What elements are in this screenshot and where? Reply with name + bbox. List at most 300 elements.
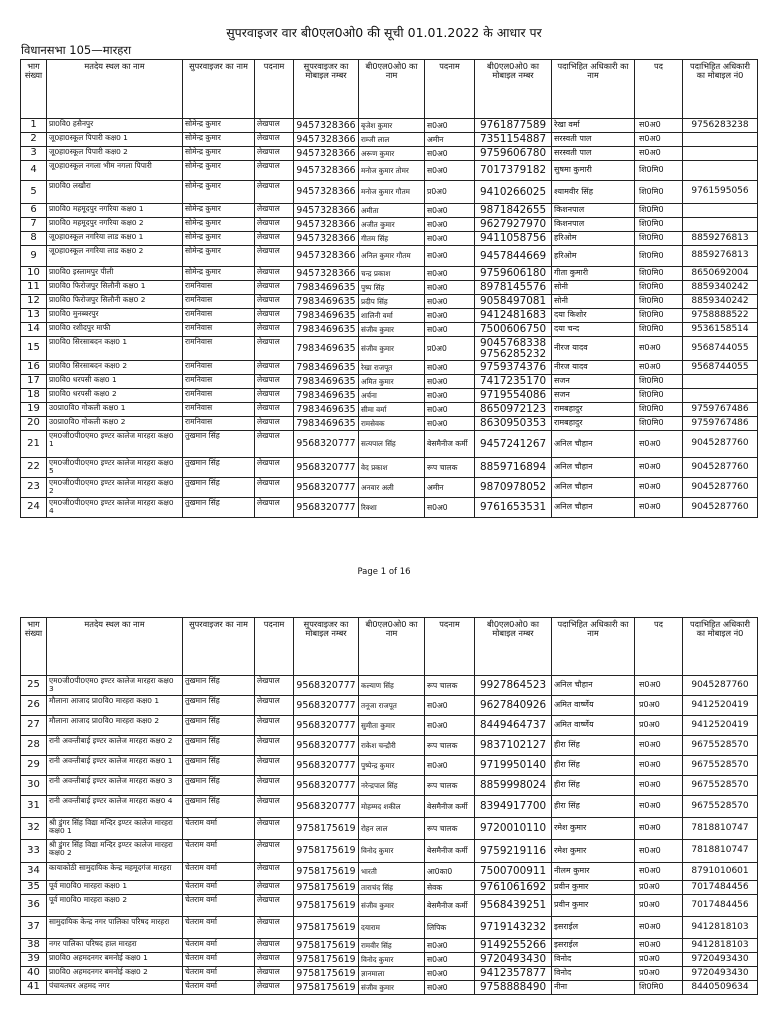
part-number-cell: 22: [21, 458, 47, 478]
supervisor-name-cell: तुखमान सिंह: [183, 756, 255, 776]
table-row: [21, 119, 758, 133]
blo-designation-cell: बेसमैनीज कर्मी: [425, 796, 475, 818]
polling-station-cell: उ0प्रा0वि0 गोकली कक्ष0 2: [47, 417, 183, 431]
supervisor-mobile-cell: 9568320777: [294, 716, 359, 736]
supervisor-post-cell: लेखपाल: [255, 953, 294, 967]
supervisor-post-cell: लेखपाल: [255, 375, 294, 389]
supervisor-post-cell: लेखपाल: [255, 417, 294, 431]
supervisor-name-cell: सोमेन्द्र कुमार: [183, 218, 255, 232]
blo-designation-cell: स0अ0: [425, 939, 475, 953]
blo-name-cell: रोहन लाल: [359, 818, 425, 840]
officer-post-cell: शि0मि0: [635, 403, 683, 417]
polling-station-cell: जू0हा0स्कूल नगरिया लाड कक्ष0 1: [47, 232, 183, 246]
blo-mobile-cell: 9457241267: [475, 431, 552, 458]
officer-mobile-cell: 9675528570: [683, 756, 758, 776]
officer-name-cell: इसराईल: [552, 939, 635, 953]
blo-mobile-cell: 9457844669: [475, 246, 552, 267]
officer-mobile-cell: 9045287760: [683, 498, 758, 518]
blo-mobile-cell: 9761877589: [475, 119, 552, 133]
blo-designation-cell: स0अ0: [425, 417, 475, 431]
part-number-cell: 41: [21, 981, 47, 995]
officer-mobile-cell: [683, 389, 758, 403]
supervisor-post-cell: लेखपाल: [255, 981, 294, 995]
column-header-officer-name: पदाभिहित अधिकारी का नाम: [552, 60, 635, 119]
officer-post-cell: प्र0अ0: [635, 895, 683, 917]
table-row: [21, 840, 758, 863]
blo-name-cell: पुष्पेन्द्र कुमार: [359, 756, 425, 776]
column-header-supervisor-post: पदनाम: [255, 618, 294, 676]
supervisor-mobile-cell: 9758175619: [294, 939, 359, 953]
officer-post-cell: शि0मि0: [635, 181, 683, 204]
polling-station-cell: श्री डुंगर सिंह विद्या मन्दिर इण्टर कालेज मारहरा कक्ष0 2: [47, 840, 183, 863]
officer-name-cell: अनिल चौहान: [552, 458, 635, 478]
blo-mobile-cell: 9719950140: [475, 756, 552, 776]
blo-name-cell: भारती: [359, 863, 425, 881]
column-header-supervisor-mobile: सुपरवाइजर का मोबाइल नम्बर: [294, 60, 359, 119]
blo-mobile-cell: 9058497081: [475, 295, 552, 309]
blo-designation-cell: स0अ0: [425, 403, 475, 417]
supervisor-name-cell: तुखमान सिंह: [183, 776, 255, 796]
polling-station-cell: प्रा0वि0 लखौरा: [47, 181, 183, 204]
blo-name-cell: गीतम सिंह: [359, 232, 425, 246]
part-number-cell: 26: [21, 696, 47, 716]
column-header-officer-name: पदाभिहित अधिकारी का नाम: [552, 618, 635, 676]
officer-post-cell: स0अ0: [635, 478, 683, 498]
supervisor-mobile-cell: 9457328366: [294, 147, 359, 161]
polling-station-cell: रानी अवन्तीबाई इण्टर कालेज मारहरा कक्ष0 4: [47, 796, 183, 818]
blo-mobile-cell: 9720010110: [475, 818, 552, 840]
table-row: [21, 818, 758, 840]
officer-post-cell: स0अ0: [635, 498, 683, 518]
part-number-cell: 35: [21, 881, 47, 895]
supervisor-mobile-cell: 9457328366: [294, 232, 359, 246]
polling-station-cell: प्रा0वि0 हसैनपुर: [47, 119, 183, 133]
officer-name-cell: रमेश कुमार: [552, 818, 635, 840]
part-number-cell: 10: [21, 267, 47, 281]
table-row: [21, 676, 758, 696]
supervisor-name-cell: तुखमान सिंह: [183, 796, 255, 818]
blo-designation-cell: स0अ0: [425, 361, 475, 375]
officer-name-cell: विनोद: [552, 967, 635, 981]
polling-station-cell: जू0हा0स्कूल पिपारी कक्ष0 1: [47, 133, 183, 147]
officer-name-cell: नीरज यादव: [552, 337, 635, 361]
part-number-cell: 2: [21, 133, 47, 147]
officer-mobile-cell: [683, 133, 758, 147]
blo-name-cell: विनोद कुमार: [359, 953, 425, 967]
blo-mobile-cell: 9759606180: [475, 267, 552, 281]
blo-name-cell: प्रदीप सिंह: [359, 295, 425, 309]
officer-name-cell: हीरा सिंह: [552, 776, 635, 796]
officer-name-cell: सरस्वती पाल: [552, 147, 635, 161]
blo-designation-cell: स0अ0: [425, 498, 475, 518]
officer-post-cell: शि0मि0: [635, 417, 683, 431]
officer-name-cell: अनिल चौहान: [552, 478, 635, 498]
officer-post-cell: स0अ0: [635, 361, 683, 375]
supervisor-name-cell: चेतराम वर्मा: [183, 981, 255, 995]
blo-name-cell: वेद प्रकाश: [359, 458, 425, 478]
supervisor-name-cell: चेतराम वर्मा: [183, 917, 255, 939]
supervisor-mobile-cell: 7983469635: [294, 389, 359, 403]
officer-mobile-cell: 9759767486: [683, 403, 758, 417]
table-row: [21, 246, 758, 267]
supervisor-name-cell: तुखमान सिंह: [183, 716, 255, 736]
officer-post-cell: स0अ0: [635, 818, 683, 840]
officer-mobile-cell: 9756283238: [683, 119, 758, 133]
blo-mobile-cell: 8394917700: [475, 796, 552, 818]
blo-designation-cell: स0अ0: [425, 119, 475, 133]
blo-mobile-cell: 9761653531: [475, 498, 552, 518]
table-page-1: [20, 59, 757, 518]
supervisor-name-cell: तुखमान सिंह: [183, 458, 255, 478]
blo-designation-cell: स0अ0: [425, 323, 475, 337]
officer-post-cell: प्र0अ0: [635, 953, 683, 967]
blo-name-cell: नरेन्द्रपाल सिंह: [359, 776, 425, 796]
part-number-cell: 6: [21, 204, 47, 218]
table-row: [21, 147, 758, 161]
table-row: [21, 204, 758, 218]
page-footer: Page 1 of 16: [357, 567, 411, 577]
polling-station-cell: रानी अवन्तीबाई इण्टर कालेज मारहरा कक्ष0 2: [47, 736, 183, 756]
column-header-officer-mobile: पदाभिहित अधिकारी का मोबाइल नं0: [683, 60, 758, 119]
part-number-cell: 15: [21, 337, 47, 361]
blo-mobile-cell: 9871842655: [475, 204, 552, 218]
officer-mobile-cell: 9675528570: [683, 776, 758, 796]
blo-designation-cell: रूप चालक: [425, 776, 475, 796]
supervisor-post-cell: लेखपाल: [255, 863, 294, 881]
supervisor-mobile-cell: 9568320777: [294, 736, 359, 756]
supervisor-mobile-cell: 9758175619: [294, 967, 359, 981]
blo-name-cell: संजीव कुमार: [359, 981, 425, 995]
part-number-cell: 3: [21, 147, 47, 161]
polling-station-cell: प्रा0वि0 धरपसी कक्ष0 2: [47, 389, 183, 403]
part-number-cell: 20: [21, 417, 47, 431]
supervisor-mobile-cell: 9457328366: [294, 161, 359, 181]
officer-mobile-cell: 9675528570: [683, 796, 758, 818]
blo-name-cell: विनोद कुमार: [359, 840, 425, 863]
supervisor-post-cell: लेखपाल: [255, 716, 294, 736]
column-header-supervisor-mobile: सुपरवाइजर का मोबाइल नम्बर: [294, 618, 359, 676]
supervisor-mobile-cell: 9568320777: [294, 676, 359, 696]
blo-mobile-cell: 8449464737: [475, 716, 552, 736]
table-row: [21, 267, 758, 281]
supervisor-name-cell: चेतराम वर्मा: [183, 895, 255, 917]
blo-name-cell: मोहम्मद शकील: [359, 796, 425, 818]
polling-station-cell: प्रा0वि0 अहमदनगर बमनोई कक्ष0 1: [47, 953, 183, 967]
officer-name-cell: अमित वार्ष्णेय: [552, 696, 635, 716]
table-row: [21, 403, 758, 417]
polling-station-cell: जू0हा0स्कूल नगरिया लाड कक्ष0 2: [47, 246, 183, 267]
part-number-cell: 31: [21, 796, 47, 818]
part-number-cell: 17: [21, 375, 47, 389]
supervisor-mobile-cell: 9758175619: [294, 881, 359, 895]
officer-name-cell: रामबहादुर: [552, 403, 635, 417]
officer-mobile-cell: 9720493430: [683, 953, 758, 967]
blo-mobile-cell: 7500606750: [475, 323, 552, 337]
polling-station-cell: नगर पालिका परिषद हाल मारहरा: [47, 939, 183, 953]
officer-post-cell: स0अ0: [635, 776, 683, 796]
supervisor-name-cell: चेतराम वर्मा: [183, 881, 255, 895]
polling-station-cell: एम0जी0पी0एम0 इण्टर कालेज मारहरा कक्ष0 5: [47, 458, 183, 478]
column-header-blo-name: बी0एल0ओ0 का नाम: [359, 618, 425, 676]
officer-mobile-cell: 7017484456: [683, 895, 758, 917]
officer-mobile-cell: [683, 375, 758, 389]
supervisor-mobile-cell: 9758175619: [294, 863, 359, 881]
blo-name-cell: ताराचंद सिंह: [359, 881, 425, 895]
officer-name-cell: अनिल चौहान: [552, 676, 635, 696]
blo-designation-cell: स0अ0: [425, 295, 475, 309]
supervisor-name-cell: सोमेन्द्र कुमार: [183, 161, 255, 181]
blo-mobile-cell: 9149255266: [475, 939, 552, 953]
officer-name-cell: रमेश कुमार: [552, 840, 635, 863]
officer-mobile-cell: 9412520419: [683, 716, 758, 736]
blo-name-cell: अनिल कुमार गौतम: [359, 246, 425, 267]
blo-mobile-cell: 9870978052: [475, 478, 552, 498]
assembly-subtitle: विधानसभा 105—मारहरा: [21, 43, 132, 57]
blo-mobile-cell: 9720493430: [475, 953, 552, 967]
blo-name-cell: अमीता: [359, 204, 425, 218]
table-header-row: [21, 60, 758, 119]
blo-designation-cell: स0अ0: [425, 147, 475, 161]
column-header-polling-station: मतदेय स्थल का नाम: [47, 618, 183, 676]
blo-name-cell: अमित कुमार: [359, 375, 425, 389]
supervisor-mobile-cell: 9568320777: [294, 478, 359, 498]
supervisor-post-cell: लेखपाल: [255, 895, 294, 917]
supervisor-name-cell: तुखमान सिंह: [183, 676, 255, 696]
supervisor-post-cell: लेखपाल: [255, 133, 294, 147]
part-number-cell: 11: [21, 281, 47, 295]
blo-name-cell: रामवीर सिंह: [359, 939, 425, 953]
blo-table: [20, 617, 758, 995]
part-number-cell: 32: [21, 818, 47, 840]
officer-name-cell: नीलम कुमार: [552, 863, 635, 881]
part-number-cell: 12: [21, 295, 47, 309]
column-header-officer-post: पद: [635, 60, 683, 119]
officer-mobile-cell: 8859340242: [683, 295, 758, 309]
supervisor-post-cell: लेखपाल: [255, 776, 294, 796]
supervisor-post-cell: लेखपाल: [255, 967, 294, 981]
officer-name-cell: श्यामवीर सिंह: [552, 181, 635, 204]
officer-post-cell: स0अ0: [635, 133, 683, 147]
supervisor-post-cell: लेखपाल: [255, 458, 294, 478]
officer-name-cell: अनिल चौहान: [552, 431, 635, 458]
officer-post-cell: प्र0अ0: [635, 881, 683, 895]
supervisor-name-cell: चेतराम वर्मा: [183, 967, 255, 981]
polling-station-cell: एम0जी0पी0एम0 इण्टर कालेज मारहरा कक्ष0 1: [47, 431, 183, 458]
blo-mobile-cell: 9761061692: [475, 881, 552, 895]
officer-mobile-cell: 8859340242: [683, 281, 758, 295]
part-number-cell: 19: [21, 403, 47, 417]
blo-name-cell: बृजेश कुमार: [359, 119, 425, 133]
blo-name-cell: सीमा वर्मा: [359, 403, 425, 417]
part-number-cell: 30: [21, 776, 47, 796]
column-header-blo-name: बी0एल0ओ0 का नाम: [359, 60, 425, 119]
table-row: [21, 756, 758, 776]
column-header-supervisor-post: पदनाम: [255, 60, 294, 119]
blo-designation-cell: स0अ0: [425, 267, 475, 281]
column-header-supervisor-name: सुपरवाइजर का नाम: [183, 60, 255, 119]
blo-mobile-cell: 8859716894: [475, 458, 552, 478]
supervisor-post-cell: लेखपाल: [255, 119, 294, 133]
blo-designation-cell: स0अ0: [425, 161, 475, 181]
table-row: [21, 389, 758, 403]
supervisor-mobile-cell: 9568320777: [294, 431, 359, 458]
polling-station-cell: एम0जी0पी0एम0 इण्टर कालेज मारहरा कक्ष0 3: [47, 676, 183, 696]
blo-designation-cell: प्र0अ0: [425, 337, 475, 361]
blo-designation-cell: रूप चालक: [425, 736, 475, 756]
blo-name-cell: सत्यपाल सिंह: [359, 431, 425, 458]
blo-name-cell: अरूण कुमार: [359, 147, 425, 161]
officer-name-cell: सजन: [552, 375, 635, 389]
blo-designation-cell: स0अ0: [425, 696, 475, 716]
supervisor-name-cell: चेतराम वर्मा: [183, 863, 255, 881]
officer-mobile-cell: 9412818103: [683, 917, 758, 939]
part-number-cell: 37: [21, 917, 47, 939]
officer-post-cell: स0अ0: [635, 119, 683, 133]
blo-designation-cell: आ0का0: [425, 863, 475, 881]
blo-designation-cell: स0अ0: [425, 981, 475, 995]
officer-mobile-cell: 9412520419: [683, 696, 758, 716]
officer-post-cell: शि0मि0: [635, 204, 683, 218]
blo-designation-cell: स0अ0: [425, 246, 475, 267]
part-number-cell: 9: [21, 246, 47, 267]
supervisor-name-cell: तुखमान सिंह: [183, 696, 255, 716]
supervisor-mobile-cell: 9457328366: [294, 181, 359, 204]
officer-mobile-cell: 9568744055: [683, 337, 758, 361]
officer-mobile-cell: 9045287760: [683, 431, 758, 458]
blo-designation-cell: स0अ0: [425, 232, 475, 246]
table-row: [21, 309, 758, 323]
part-number-cell: 27: [21, 716, 47, 736]
officer-post-cell: प्र0अ0: [635, 696, 683, 716]
officer-name-cell: सोनी: [552, 281, 635, 295]
supervisor-name-cell: रामनिवास: [183, 375, 255, 389]
document-title: सुपरवाइजर वार बी0एल0ओ0 की सूची 01.01.2022 के आधार पर: [226, 25, 542, 40]
supervisor-post-cell: लेखपाल: [255, 181, 294, 204]
table-row: [21, 696, 758, 716]
table-row: [21, 281, 758, 295]
blo-designation-cell: लिपिक: [425, 917, 475, 939]
officer-name-cell: गीता कुमारी: [552, 267, 635, 281]
polling-station-cell: प्रा0वि0 अहमदनगर बमनोई कक्ष0 2: [47, 967, 183, 981]
blo-designation-cell: बेसमैनीज कर्मी: [425, 895, 475, 917]
officer-post-cell: स0अ0: [635, 939, 683, 953]
supervisor-post-cell: लेखपाल: [255, 295, 294, 309]
supervisor-mobile-cell: 9568320777: [294, 458, 359, 478]
polling-station-cell: श्री डुंगर सिंह विद्या मन्दिर इण्टर कालेज मारहरा कक्ष0 1: [47, 818, 183, 840]
officer-name-cell: इसराईल: [552, 917, 635, 939]
supervisor-mobile-cell: 9568320777: [294, 498, 359, 518]
blo-mobile-cell: 7351154887: [475, 133, 552, 147]
table-row: [21, 939, 758, 953]
supervisor-mobile-cell: 9568320777: [294, 796, 359, 818]
part-number-cell: 14: [21, 323, 47, 337]
part-number-cell: 13: [21, 309, 47, 323]
polling-station-cell: पूर्व मा0वि0 मारहरा कक्ष0 2: [47, 895, 183, 917]
supervisor-name-cell: तुखमान सिंह: [183, 431, 255, 458]
supervisor-name-cell: तुखमान सिंह: [183, 478, 255, 498]
part-number-cell: 40: [21, 967, 47, 981]
part-number-cell: 7: [21, 218, 47, 232]
table-row: [21, 337, 758, 361]
blo-mobile-cell: 7500700911: [475, 863, 552, 881]
supervisor-post-cell: लेखपाल: [255, 246, 294, 267]
blo-designation-cell: अमीन: [425, 133, 475, 147]
officer-name-cell: किशनपाल: [552, 204, 635, 218]
blo-mobile-cell: 9412357877: [475, 967, 552, 981]
blo-designation-cell: रूप चालक: [425, 676, 475, 696]
supervisor-post-cell: लेखपाल: [255, 267, 294, 281]
part-number-cell: 8: [21, 232, 47, 246]
blo-mobile-cell: 8630950353: [475, 417, 552, 431]
officer-mobile-cell: 9675528570: [683, 736, 758, 756]
supervisor-name-cell: रामनिवास: [183, 337, 255, 361]
polling-station-cell: सामुदायिक केन्द्र नगर पालिका परिषद मारहरा: [47, 917, 183, 939]
table-row: [21, 417, 758, 431]
supervisor-post-cell: लेखपाल: [255, 939, 294, 953]
polling-station-cell: जू0हा0स्कूल नगला भीम नगला पिपारी: [47, 161, 183, 181]
blo-name-cell: राम्जी लाल: [359, 133, 425, 147]
part-number-cell: 28: [21, 736, 47, 756]
part-number-cell: 36: [21, 895, 47, 917]
supervisor-mobile-cell: 7983469635: [294, 375, 359, 389]
supervisor-mobile-cell: 9758175619: [294, 840, 359, 863]
blo-mobile-cell: 9758888490: [475, 981, 552, 995]
polling-station-cell: प्रा0वि0 सिरसाबदन कक्ष0 1: [47, 337, 183, 361]
column-header-officer-post: पद: [635, 618, 683, 676]
column-header-blo-mobile: बी0एल0ओ0 का मोबाइल नम्बर: [475, 60, 552, 119]
blo-name-cell: मनोज कुमार तोमर: [359, 161, 425, 181]
blo-mobile-cell: 8978145576: [475, 281, 552, 295]
table-row: [21, 863, 758, 881]
officer-name-cell: प्रवीन कुमार: [552, 881, 635, 895]
table-row: [21, 736, 758, 756]
supervisor-mobile-cell: 7983469635: [294, 323, 359, 337]
table-row: [21, 895, 758, 917]
supervisor-name-cell: सोमेन्द्र कुमार: [183, 147, 255, 161]
officer-mobile-cell: 7818810747: [683, 840, 758, 863]
supervisor-post-cell: लेखपाल: [255, 478, 294, 498]
supervisor-post-cell: लेखपाल: [255, 917, 294, 939]
blo-name-cell: कल्याण सिंह: [359, 676, 425, 696]
supervisor-name-cell: सोमेन्द्र कुमार: [183, 267, 255, 281]
blo-designation-cell: स0अ0: [425, 309, 475, 323]
blo-name-cell: रिक्शा: [359, 498, 425, 518]
officer-post-cell: स0अ0: [635, 863, 683, 881]
supervisor-name-cell: चेतराम वर्मा: [183, 953, 255, 967]
polling-station-cell: प्रा0वि0 महमूदपुर नगरिया कक्ष0 1: [47, 204, 183, 218]
supervisor-name-cell: रामनिवास: [183, 295, 255, 309]
officer-name-cell: दया किशोर: [552, 309, 635, 323]
officer-post-cell: शि0मि0: [635, 981, 683, 995]
polling-station-cell: प्रा0वि0 रशीदपुर माफी: [47, 323, 183, 337]
supervisor-mobile-cell: 9758175619: [294, 917, 359, 939]
officer-name-cell: सुषमा कुमारी: [552, 161, 635, 181]
officer-name-cell: हीरा सिंह: [552, 756, 635, 776]
supervisor-mobile-cell: 9758175619: [294, 953, 359, 967]
officer-mobile-cell: 8859276813: [683, 246, 758, 267]
supervisor-mobile-cell: 7983469635: [294, 309, 359, 323]
table-row: [21, 218, 758, 232]
officer-name-cell: सोनी: [552, 295, 635, 309]
supervisor-mobile-cell: 9568320777: [294, 696, 359, 716]
supervisor-name-cell: चेतराम वर्मा: [183, 840, 255, 863]
officer-post-cell: स0अ0: [635, 796, 683, 818]
blo-name-cell: रामसेवक: [359, 417, 425, 431]
column-header-blo-mobile: बी0एल0ओ0 का मोबाइल नम्बर: [475, 618, 552, 676]
supervisor-mobile-cell: 9457328366: [294, 119, 359, 133]
officer-post-cell: शि0मि0: [635, 375, 683, 389]
supervisor-mobile-cell: 9758175619: [294, 818, 359, 840]
